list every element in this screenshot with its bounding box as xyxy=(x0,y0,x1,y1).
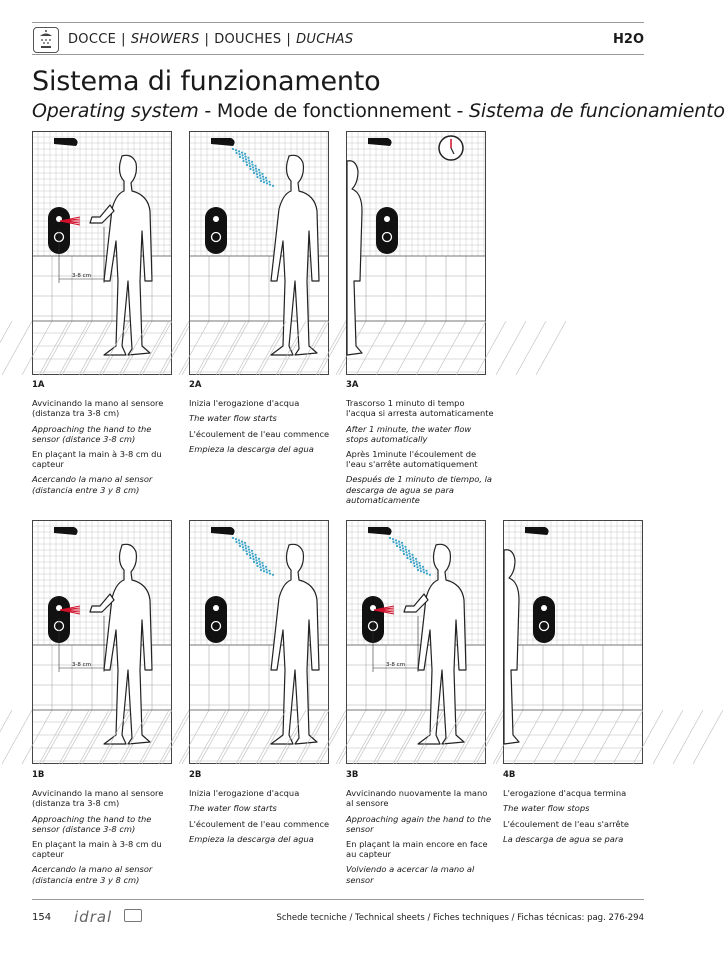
page-subtitle: Operating system - Mode de fonctionnement - Sistema de funcionamiento xyxy=(32,100,725,122)
step-id: 3A xyxy=(346,380,359,390)
caption-4b: 4B L'erogazione d'acqua termina The water flow stops L'écoulement de l'eau s'arrête La descarga de agua se para xyxy=(503,770,651,849)
shower-scene-svg xyxy=(503,520,643,764)
illustration-3a xyxy=(346,131,486,375)
step-id: 2B xyxy=(189,770,202,780)
shower-scene-svg xyxy=(189,131,329,375)
shower-scene-svg xyxy=(32,520,172,764)
sensor-control-panel xyxy=(205,596,227,643)
technical-sheets-reference: Schede tecniche / Technical sheets / Fiches techniques / Fichas técnicas: pag. 276-294 xyxy=(276,913,644,923)
caption-2b: 2B Inizia l'erogazione d'acqua The water flow starts L'écoulement de l'eau commence Empieza la descarga del agua xyxy=(189,770,337,849)
shower-category-icon xyxy=(33,27,59,53)
header-bottom-rule xyxy=(32,54,644,55)
step-id: 3B xyxy=(346,770,359,780)
category-it: DOCCE xyxy=(68,32,117,47)
idral-logo-mark xyxy=(124,909,142,922)
category-fr: DOUCHES xyxy=(214,32,282,47)
idral-logo: idral xyxy=(74,908,113,926)
step-id: 1A xyxy=(32,380,45,390)
shower-scene-svg xyxy=(346,520,486,764)
distance-label: 3-8 cm xyxy=(385,662,406,668)
illustration-2b xyxy=(189,520,329,764)
caption-3a: 3A Trascorso 1 minuto di tempo l'acqua si arresta automaticamente After 1 minute, the water flow stops automatically Après 1minute l'écoulement de l'eau s'arrête automatiquement Después de 1 minuto de tiempo, la descarga de agua se para automaticamente xyxy=(346,380,494,505)
sensor-control-panel xyxy=(376,207,398,254)
step-id: 1B xyxy=(32,770,45,780)
category-title: DOCCE | SHOWERS | DOUCHES | DUCHAS xyxy=(68,32,354,47)
distance-label: 3-8 cm xyxy=(71,273,92,279)
footer-rule xyxy=(32,899,644,900)
h2o-brand: H2O xyxy=(613,32,644,47)
step-id: 2A xyxy=(189,380,202,390)
caption-3b: 3B Avvicinando nuovamente la mano al sensore Approaching again the hand to the sensor En plaçant la main encore en face au capteur Volviendo a acercar la mano al sensor xyxy=(346,770,494,890)
illustration-4b xyxy=(503,520,643,764)
timer-icon xyxy=(439,136,463,160)
illustration-3b xyxy=(346,520,486,764)
sensor-control-panel xyxy=(205,207,227,254)
category-en: SHOWERS xyxy=(130,32,200,47)
step-id: 4B xyxy=(503,770,516,780)
shower-scene-svg xyxy=(346,131,486,375)
caption-1b: 1B Avvicinando la mano al sensore (distanza tra 3-8 cm) Approaching the hand to the sensor (distance 3-8 cm) En plaçant la main à 3-8 cm du capteur Acercando la mano al sensor (distancia entre 3 y 8 cm) xyxy=(32,770,180,890)
shower-scene-svg xyxy=(189,520,329,764)
caption-2a: 2A Inizia l'erogazione d'acqua The water flow starts L'écoulement de l'eau commence Empieza la descarga del agua xyxy=(189,380,337,459)
sensor-control-panel xyxy=(533,596,555,643)
illustration-1a xyxy=(32,131,172,375)
distance-label: 3-8 cm xyxy=(71,662,92,668)
shower-scene-svg xyxy=(32,131,172,375)
header-top-rule xyxy=(32,22,644,23)
caption-1a: 1A Avvicinando la mano al sensore (distanza tra 3-8 cm) Approaching the hand to the sensor (distance 3-8 cm) En plaçant la main à 3-8 cm du capteur Acercando la mano al sensor (distancia entre 3 y 8 cm) xyxy=(32,380,180,500)
page-title: Sistema di funzionamento xyxy=(32,66,381,97)
page-number: 154 xyxy=(32,912,52,923)
category-es: DUCHAS xyxy=(296,32,354,47)
illustration-1b xyxy=(32,520,172,764)
illustration-2a xyxy=(189,131,329,375)
